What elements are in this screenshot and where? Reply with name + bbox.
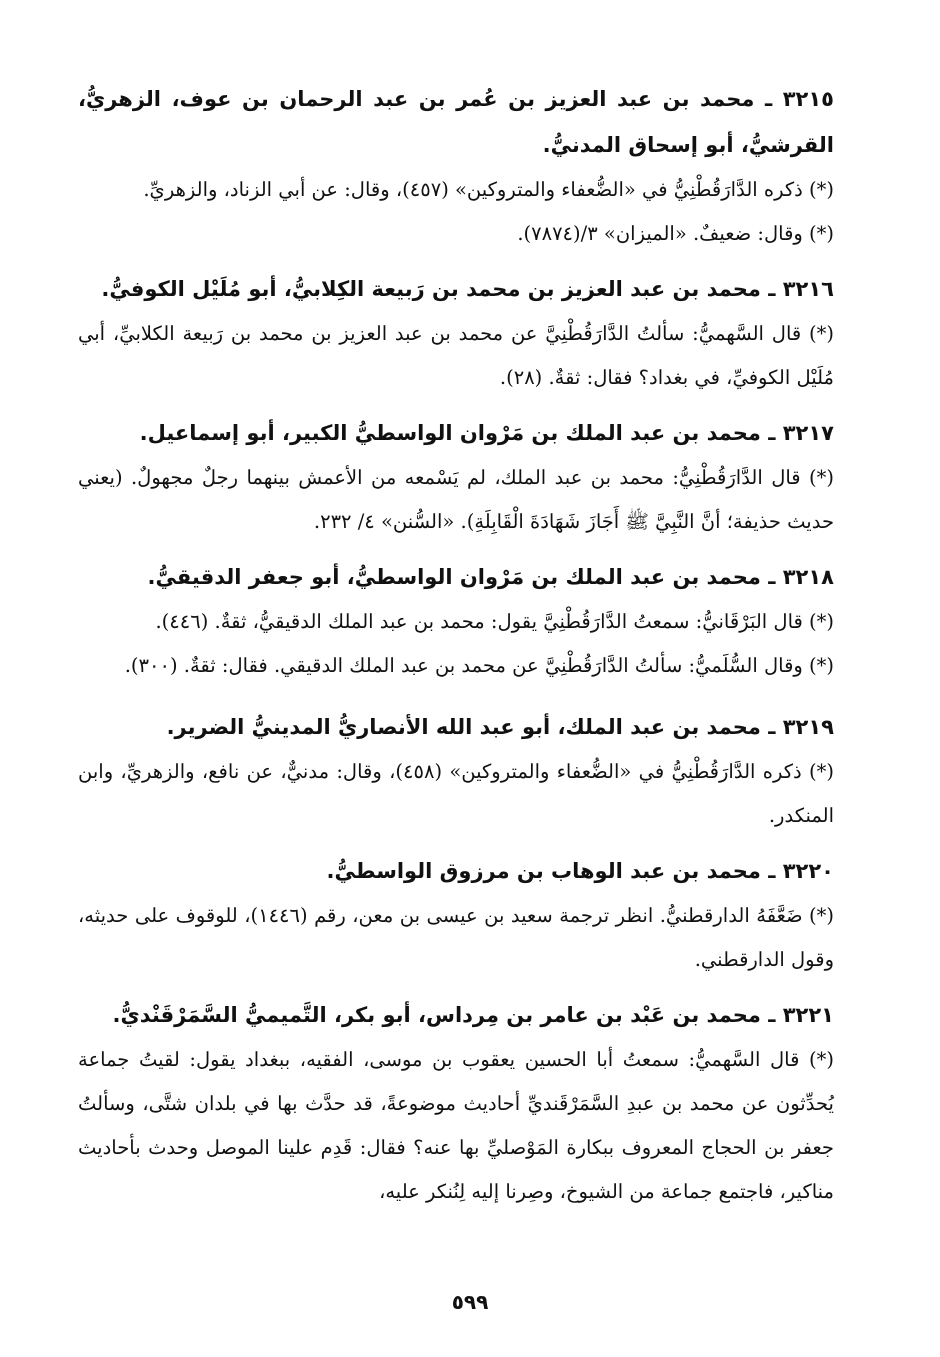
entry-note: (*) قال السَّهميُّ: سمعتُ أبا الحسين يعقوب بن موسى، الفقيه، ببغداد يقول: لقيتُ جماعة يُحدِّثون عن محمد بن عبدِ السَّمَرْقَنديِّ أحاديث موضوعةً، قد حدَّث بها في بلدان شتَّى، وسألتُ جعفر بن الحجاج المعروف ببكارة المَوْصليِّ بها عنه؟ فقال: قَدِم علينا الموصل وحدث بأحاديث مناكير، فاجتمع جماعة من الشيوخ، وصِرنا إليه لِنُنكر عليه، [78,1048,834,1203]
entry-note: (*) قال البَرْقَانيُّ: سمعتُ الدَّارَقُطْنِيَّ يقول: محمد بن عبد الملك الدقيقيُّ، ثقةٌ. (٤٤٦). [155,610,834,633]
entry-title: ٣٢١٨ ـ محمد بن عبد الملك بن مَرْوان الواسطيُّ، أبو جعفر الدقيقيُّ. [147,565,834,589]
entry-note: (*) ذكره الدَّارَقُطْنِيُّ في «الضُّعفاء والمتروكين» (٤٥٧)، وقال: عن أبي الزناد، والزهريِّ. [143,178,834,201]
entry-title: ٣٢٢١ ـ محمد بن عَبْد بن عامر بن مِرداس، أبو بكر، التَّميميُّ السَّمَرْقَنْديُّ. [112,1003,834,1027]
entry-title: ٣٢٢٠ ـ محمد بن عبد الوهاب بن مرزوق الواسطيُّ. [326,859,834,883]
entry-title: ٣٢١٩ ـ محمد بن عبد الملك، أبو عبد الله الأنصاريُّ المدينيُّ الضرير. [166,715,834,739]
page-body [78,76,864,1214]
page-number: ٥٩٩ [451,1290,489,1314]
entry-note: (*) ضَعَّفَهُ الدارقطنيُّ. انظر ترجمة سعيد بن عيسى بن معن، رقم (١٤٤٦)، للوقوف على حديثه، وقول الدارقطني. [78,904,834,971]
entry-title: ٣٢١٦ ـ محمد بن عبد العزيز بن محمد بن رَبيعة الكِلابيُّ، أبو مُلَيْل الكوفيُّ. [101,277,834,301]
entry-title: ٣٢١٧ ـ محمد بن عبد الملك بن مَرْوان الواسطيُّ الكبير، أبو إسماعيل. [139,421,834,445]
entry-note: (*) وقال: ضعيفٌ. «الميزان» ٣/(٧٨٧٤). [517,222,834,245]
entry-note: (*) وقال السُّلَميُّ: سألتُ الدَّارَقُطْنِيَّ عن محمد بن عبد الملك الدقيقي. فقال: ثقةٌ. (٣٠٠). [124,654,834,677]
entry-note: (*) ذكره الدَّارَقُطْنِيُّ في «الضُّعفاء والمتروكين» (٤٥٨)، وقال: مدنيٌّ، عن نافع، والزهريِّ، وابن المنكدر. [78,760,834,827]
entry-title: ٣٢١٥ ـ محمد بن عبد العزيز بن عُمر بن عبد الرحمان بن عوف، الزهريُّ، القرشيُّ، أبو إسحاق المدنيُّ. [78,87,834,157]
entry-note: (*) قال الدَّارَقُطْنِيُّ: محمد بن عبد الملك، لم يَسْمعه من الأعمش بينهما رجلٌ مجهولٌ. (يعني حديث حذيفة؛ أنَّ النَّبِيَّ ﷺ أَجَازَ شَهَادَةَ الْقَابِلَةِ). «السُّنن» ٤/ ٢٣٢. [78,466,834,533]
entry-note: (*) قال السَّهميُّ: سألتُ الدَّارَقُطْنِيَّ عن محمد بن عبد العزيز بن محمد بن رَبيعة الكلابيِّ، أبي مُلَيْل الكوفيِّ، في بغداد؟ فقال: ثقةٌ. (٢٨). [78,322,834,389]
